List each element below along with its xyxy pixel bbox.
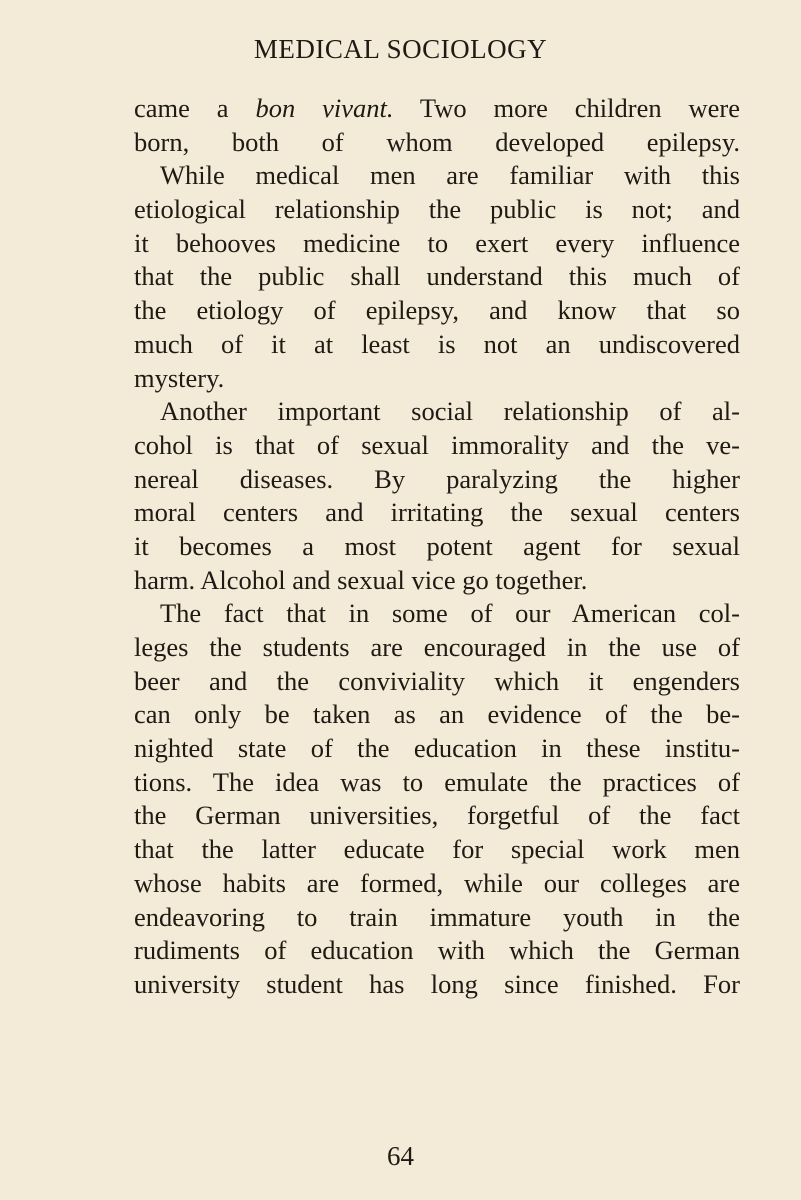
text-line: whose habits are formed, while our colleges are [134, 867, 740, 898]
text-line: the etiology of epilepsy, and know that so [134, 295, 740, 326]
body-text [134, 92, 740, 1002]
page-number: 64 [387, 1141, 414, 1171]
text-line: it becomes a most potent agent for sexual [134, 530, 740, 561]
text-line: cohol is that of sexual immorality and the ve- [134, 429, 740, 460]
text-line: rudiments of education with which the German [134, 935, 740, 966]
text-line: harm. Alcohol and sexual vice go together. [134, 564, 588, 595]
text-segment: came a [134, 93, 256, 123]
text-line: it behooves medicine to exert every influence [134, 227, 740, 258]
text-line: much of it at least is not an undiscovered [134, 328, 740, 359]
text-line: university student has long since finished. For [134, 968, 740, 999]
text-line: etiological relationship the public is not; and [134, 194, 740, 225]
text-line: beer and the conviviality which it engenders [134, 665, 740, 696]
text-line: leges the students are encouraged in the use of [134, 632, 740, 662]
text-line: The fact that in some of our American col- [160, 598, 740, 629]
italic-phrase: bon vivant. [255, 93, 394, 123]
text-segment: Two more children were [393, 93, 740, 123]
text-line [134, 92, 740, 126]
text-line: endeavoring to train immature youth in the [134, 901, 740, 932]
text-line: that the latter educate for special work men [134, 834, 740, 865]
text-line: the German universities, forgetful of the fact [134, 800, 740, 831]
text-line: Another important social relationship of al- [160, 396, 740, 427]
text-line: nereal diseases. By paralyzing the higher [134, 463, 740, 494]
text-line: can only be taken as an evidence of the be- [134, 699, 740, 730]
text-line: While medical men are familiar with this [160, 160, 740, 191]
running-head: MEDICAL SOCIOLOGY [253, 34, 548, 64]
text-line: that the public shall understand this much of [134, 261, 740, 292]
text-line: born, both of whom developed epilepsy. [134, 126, 740, 157]
text-line: nighted state of the education in these institu- [134, 733, 740, 764]
text-line: moral centers and irritating the sexual centers [134, 497, 740, 528]
text-line: tions. The idea was to emulate the practices of [134, 766, 740, 797]
text-line: mystery. [134, 362, 225, 393]
